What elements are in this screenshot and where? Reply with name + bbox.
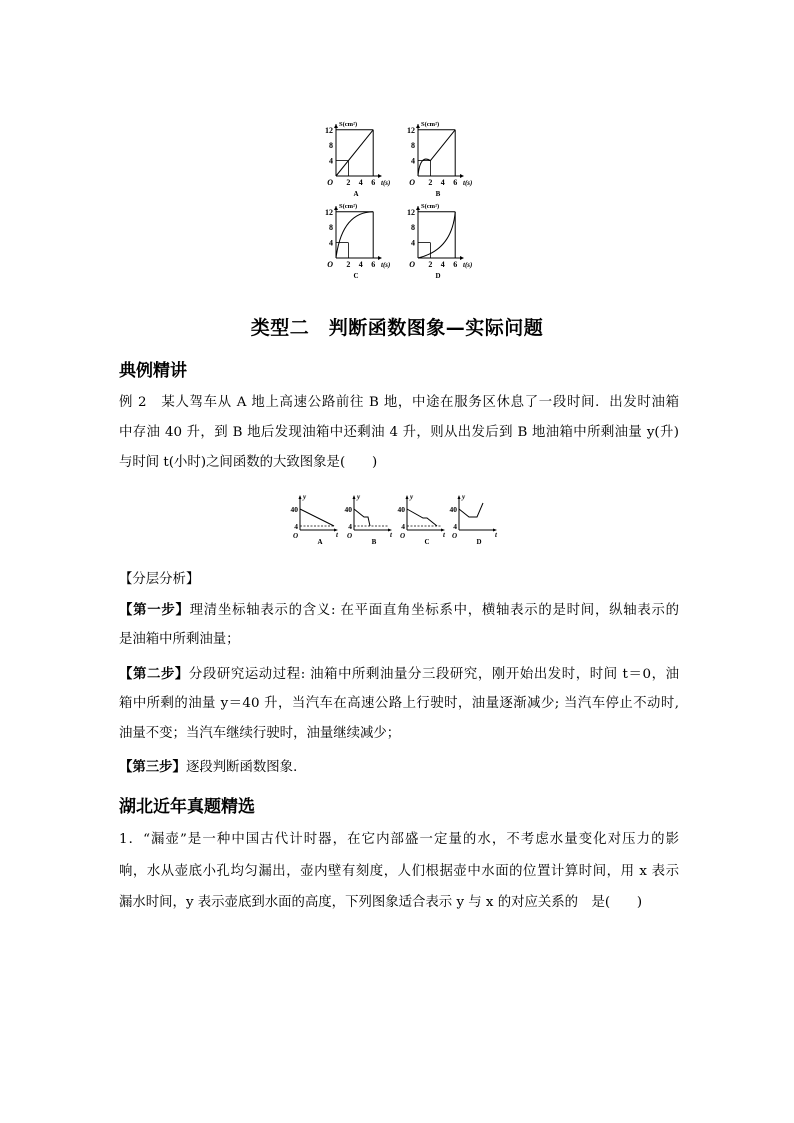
panel-b-y-arrow [416, 124, 420, 128]
panel-b-x-tick-4: 4 [440, 178, 445, 187]
panel-b-y-tick-4: 4 [411, 156, 415, 166]
panel-d-x-arrow [460, 256, 464, 260]
panel-b-curve [418, 130, 455, 176]
fuel-a-y-tick-4: 4 [294, 522, 298, 531]
panel-d-y-label: S(cm²) [421, 203, 440, 210]
example-heading: 典例精讲 [119, 361, 187, 381]
fuel-c-letter: C [424, 538, 430, 546]
panel-d-x-tick-4: 4 [440, 260, 445, 269]
fuel-b-curve [354, 509, 370, 526]
panel-a-y-tick-12: 12 [325, 125, 333, 135]
section-title: 类型二 判断函数图象—实际问题 [250, 317, 544, 339]
panel-a-x-label: t(s) [381, 179, 391, 187]
panel-a-y-tick-4: 4 [329, 156, 333, 166]
figure-area-graphs-svg [318, 118, 483, 281]
fuel-c-y-arrow [406, 495, 409, 499]
step3-line-1 [119, 757, 679, 778]
fuel-b-x-label: t [390, 531, 392, 539]
panel-b-x-tick-6: 6 [453, 178, 458, 187]
panel-c-letter: C [353, 272, 359, 280]
fuel-b-y-arrow [353, 495, 356, 499]
panel-a-x-tick-2: 2 [346, 178, 351, 187]
panel-b-letter: B [435, 190, 441, 198]
step2-text-1: 分段研究运动过程: 油箱中所剩油量分三段研究，刚开始出发时，时间 t＝0，油 [188, 667, 679, 682]
fuel-d-letter: D [476, 538, 482, 546]
panel-c-y-label: S(cm²) [339, 203, 358, 210]
fuel-d-y-arrow [458, 495, 461, 499]
fuel-b-y-label: y [357, 493, 361, 501]
panel-a-x-tick-4: 4 [358, 178, 363, 187]
panel-a-y-arrow [334, 124, 338, 128]
fuel-c-y-tick-4: 4 [401, 522, 405, 531]
fuel-b-y-tick-40: 40 [344, 505, 352, 514]
fuel-a-x-label: t [336, 531, 338, 539]
step2-tag: 【第二步】 [119, 666, 189, 682]
panel-a-x-tick-6: 6 [371, 178, 376, 187]
fuel-b-letter: B [371, 538, 377, 546]
fuel-d-y-tick-40: 40 [449, 505, 457, 514]
step1-line-2: 是油箱中所剩油量； [119, 632, 240, 647]
fuel-c-x-label: t [443, 531, 445, 539]
panel-c-curve [336, 212, 373, 258]
fuel-a-letter: A [317, 538, 323, 546]
fuel-c-y-label: y [410, 493, 414, 501]
question1-line-2: 响，水从壶底小孔均匀漏出，壶内壁有刻度，人们根据壶中水面的位置计算时间，用 x 表示 [119, 864, 679, 879]
panel-a-x-arrow [378, 174, 382, 178]
panel-d-x-tick-6: 6 [453, 260, 458, 269]
panel-d-y-tick-8: 8 [411, 223, 415, 233]
panel-b-x-tick-2: 2 [428, 178, 433, 187]
figure-area-graphs [318, 118, 483, 281]
panel-a-y-tick-8: 8 [329, 141, 333, 151]
panel-b-x-arrow [460, 174, 464, 178]
panel-c-x-tick-4: 4 [358, 260, 363, 269]
fuel-d-x-label: t [495, 531, 497, 539]
step2-line-2: 箱中所剩的油量 y＝40 升，当汽车在高速公路上行驶时，油量逐渐减少; 当汽车停止不动时, [119, 696, 679, 711]
panel-a-y-label: S(cm²) [339, 121, 358, 128]
panel-c-y-tick-8: 8 [329, 223, 333, 233]
fuel-a-y-tick-40: 40 [290, 505, 298, 514]
panel-d-origin: O [409, 260, 415, 269]
panel-c-y-arrow [334, 206, 338, 210]
figure-fuel-graphs [283, 490, 513, 550]
step2-line-3: 油量不变；当汽车继续行驶时，油量继续减少； [119, 726, 401, 741]
fuel-c-origin: O [399, 532, 405, 540]
panel-d-y-arrow [416, 206, 420, 210]
panel-b-y-tick-12: 12 [407, 125, 415, 135]
panel-b-origin: O [409, 178, 415, 187]
step1-line-1 [119, 600, 679, 621]
fuel-d-origin: O [451, 532, 457, 540]
step3-tag: 【第三步】 [119, 759, 186, 775]
fuel-d-y-label: y [462, 493, 466, 501]
example-line-2: 中存油 40 升，到 B 地后发现油箱中还剩油 4 升，则从出发后到 B 地油箱中所剩油量 y(升) [119, 425, 679, 440]
panel-c-y-tick-4: 4 [329, 238, 333, 248]
fuel-b-origin: O [346, 532, 352, 540]
panel-c-origin: O [327, 260, 333, 269]
panel-b-y-tick-8: 8 [411, 141, 415, 151]
panel-a-origin: O [327, 178, 333, 187]
fuel-a-origin: O [292, 532, 298, 540]
panel-c-x-tick-6: 6 [371, 260, 376, 269]
step2-line-1 [119, 664, 679, 685]
question1-line-3: 漏水时间，y 表示壶底到水面的高度，下列图象适合表示 y 与 x 的对应关系的 是( ) [119, 895, 643, 910]
fuel-c-curve [407, 509, 437, 526]
panel-d-x-label: t(s) [463, 261, 473, 269]
step3-text-1: 逐段判断函数图象． [185, 760, 307, 775]
panel-d-x-tick-2: 2 [428, 260, 433, 269]
analysis-heading: 【分层分析】 [119, 572, 200, 587]
panel-d-letter: D [435, 272, 441, 280]
panel-d-y-tick-12: 12 [407, 207, 415, 217]
panel-c-x-label: t(s) [381, 261, 391, 269]
panel-d-curve [418, 212, 455, 258]
panel-c-x-arrow [378, 256, 382, 260]
fuel-b-y-tick-4: 4 [348, 522, 352, 531]
panel-d-y-tick-4: 4 [411, 238, 415, 248]
step1-tag: 【第一步】 [119, 602, 190, 618]
panel-b-x-label: t(s) [463, 179, 473, 187]
hubei-heading: 湖北近年真题精选 [119, 797, 255, 817]
fuel-a-y-label: y [303, 493, 307, 501]
fuel-c-y-tick-40: 40 [397, 505, 405, 514]
example-line-1: 例 2 某人驾车从 A 地上高速公路前往 B 地，中途在服务区休息了一段时间．出发时油箱 [119, 395, 679, 410]
fuel-a-curve [300, 509, 334, 526]
panel-c-x-tick-2: 2 [346, 260, 351, 269]
panel-b-y-label: S(cm²) [421, 121, 440, 128]
panel-c-y-tick-12: 12 [325, 207, 333, 217]
panel-a-curve [336, 130, 373, 176]
figure-fuel-graphs-svg [283, 490, 513, 550]
fuel-d-y-tick-4: 4 [453, 522, 457, 531]
example-line-3: 与时间 t(小时)之间函数的大致图象是( ) [119, 455, 378, 470]
question1-line-1: 1．“漏壶”是一种中国古代计时器，在它内部盛一定量的水，不考虑水量变化对压力的影 [119, 832, 679, 847]
step1-text-1: 理清坐标轴表示的含义: 在平面直角坐标系中，横轴表示的是时间，纵轴表示的 [189, 603, 680, 618]
fuel-d-curve [459, 503, 483, 517]
panel-a-letter: A [353, 190, 359, 198]
fuel-a-y-arrow [299, 495, 302, 499]
